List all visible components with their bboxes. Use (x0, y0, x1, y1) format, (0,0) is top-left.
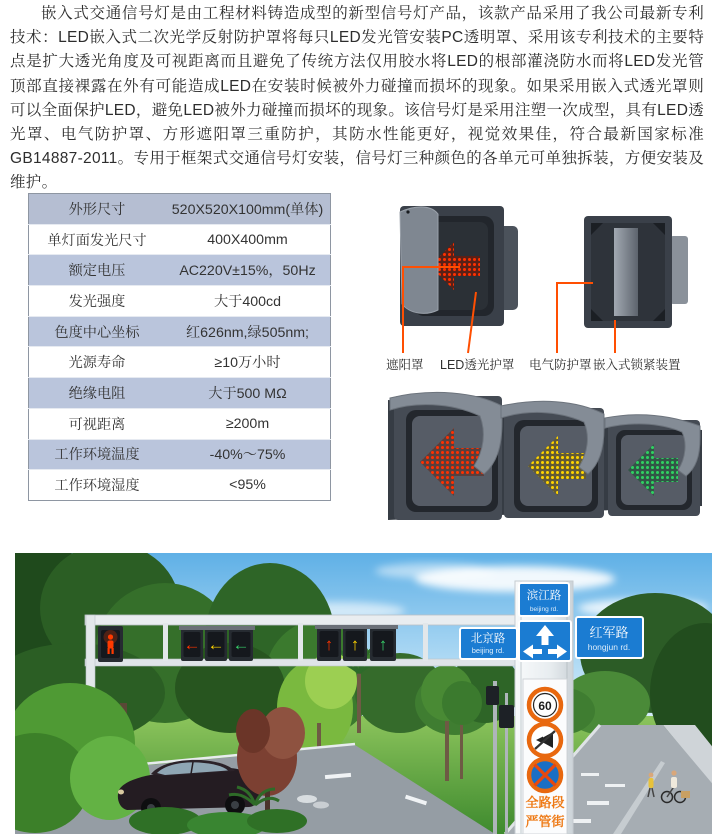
spec-label: 外形尺寸 (29, 194, 166, 225)
spec-label: 额定电压 (29, 255, 166, 286)
intersection-scene (15, 553, 712, 834)
spec-row (29, 316, 331, 347)
product-views-figure (372, 192, 712, 377)
spec-value: <95% (165, 470, 331, 501)
spec-row (29, 439, 331, 470)
green-arrow-unit (605, 415, 700, 516)
beijing-en: beijing rd. (471, 646, 505, 655)
spec-value: 400X400mm (165, 224, 331, 255)
label-led-cover: LED透光护罩 (440, 358, 515, 372)
spec-value: 520X520X100mm(单体) (165, 194, 331, 225)
label-electric-cover: 电气防护罩 (529, 358, 592, 372)
speed-limit-60-sign (529, 689, 561, 721)
spec-row (29, 194, 331, 225)
spec-label: 可视距离 (29, 408, 166, 439)
notice-line1: 全路段 (525, 795, 565, 810)
red-arrow-unit (390, 392, 502, 520)
spec-row (29, 347, 331, 378)
intro-paragraph: 嵌入式交通信号灯是由工程材料铸造成型的新型信号灯产品，该款产品采用了我公司最新专利技术：LED嵌入式二次光学反射防护罩将每只LED发光管安装PC透明罩、采用该专利技术的主要特点是扩大透光角度及可视距离而且避免了传统方法仅用胶水将LED的根部灌浇防水而将LED发光管顶部直接裸露在外有可能造成LED在安装时候被外力碰撞而损坏的现象。如果采用嵌入式透光罩则可以全面保护LED，避免LED被外力碰撞而损坏的现象。该信号灯是采用注塑一次成型，具有LED透光罩、电气防护罩、方形遮阳罩三重防护，其防水性能更好，视觉效果佳，符合最新国家标准GB14887-2011。专用于框架式交通信号灯安装，信号灯三种颜色的各单元可单独拆装，方便安装及维护。 (10, 5, 704, 192)
spec-row (29, 470, 331, 501)
sunshade-flap (400, 207, 438, 313)
spec-row (29, 255, 331, 286)
red-up-arrow-icon: ↑ (324, 635, 334, 654)
spec-row (29, 224, 331, 255)
spec-label: 绝缘电阻 (29, 378, 166, 409)
spec-label: 色度中心坐标 (29, 316, 166, 347)
no-stopping-sign (529, 759, 561, 791)
spec-label: 工作环境湿度 (29, 470, 166, 501)
green-up-arrow-icon: ↑ (378, 635, 388, 654)
spec-value: 大于500 MΩ (165, 378, 331, 409)
spec-row (29, 286, 331, 317)
beijing-cn: 北京路 (470, 633, 506, 645)
notice-panel (523, 679, 567, 834)
spec-value: 大于400cd (165, 286, 331, 317)
spec-label: 发光强度 (29, 286, 166, 317)
sign-beijing-road (460, 628, 517, 659)
spec-value: ≥200m (165, 408, 331, 439)
spec-row (29, 378, 331, 409)
no-horn-sign (529, 724, 561, 756)
binjiang-cn: 滨江路 (526, 590, 562, 602)
yellow-up-arrow-icon: ↑ (350, 635, 360, 654)
spec-label: 工作环境温度 (29, 439, 166, 470)
spec-value: ≥10万小时 (165, 347, 331, 378)
yellow-left-arrow-icon: ← (207, 635, 225, 654)
spec-label: 单灯面发光尺寸 (29, 224, 166, 255)
spec-table (28, 193, 331, 501)
sign-hongjun-road (576, 617, 643, 658)
red-left-arrow-icon: ← (183, 635, 201, 654)
left-arrow-signal-group (179, 626, 255, 661)
three-color-units-figure (380, 390, 710, 528)
sign-binjiang-road (519, 583, 569, 616)
spec-row (29, 408, 331, 439)
up-arrow-signal-group (315, 625, 398, 661)
label-lock-device: 嵌入式锁紧装置 (593, 358, 681, 372)
pedestrian-signal-head (98, 626, 123, 662)
hongjun-en: hongjun rd. (587, 642, 631, 652)
green-left-arrow-icon: ← (232, 635, 250, 654)
spec-value: -40%～75% (165, 439, 331, 470)
sign-direction-arrows (519, 621, 571, 661)
yellow-arrow-unit (501, 401, 604, 518)
notice-line2: 严管街 (525, 814, 565, 829)
signal-unit-back-view (584, 216, 688, 328)
label-sunshade: 遮阳罩 (386, 358, 424, 372)
spec-value: 红626nm,绿505nm; (165, 316, 331, 347)
hongjun-cn: 红军路 (589, 625, 629, 640)
binjiang-en: beijing rd. (529, 606, 559, 613)
spec-label: 光源寿命 (29, 347, 166, 378)
spec-value: AC220V±15%，50Hz (165, 255, 331, 286)
speed-limit-value: 60 (538, 699, 552, 713)
